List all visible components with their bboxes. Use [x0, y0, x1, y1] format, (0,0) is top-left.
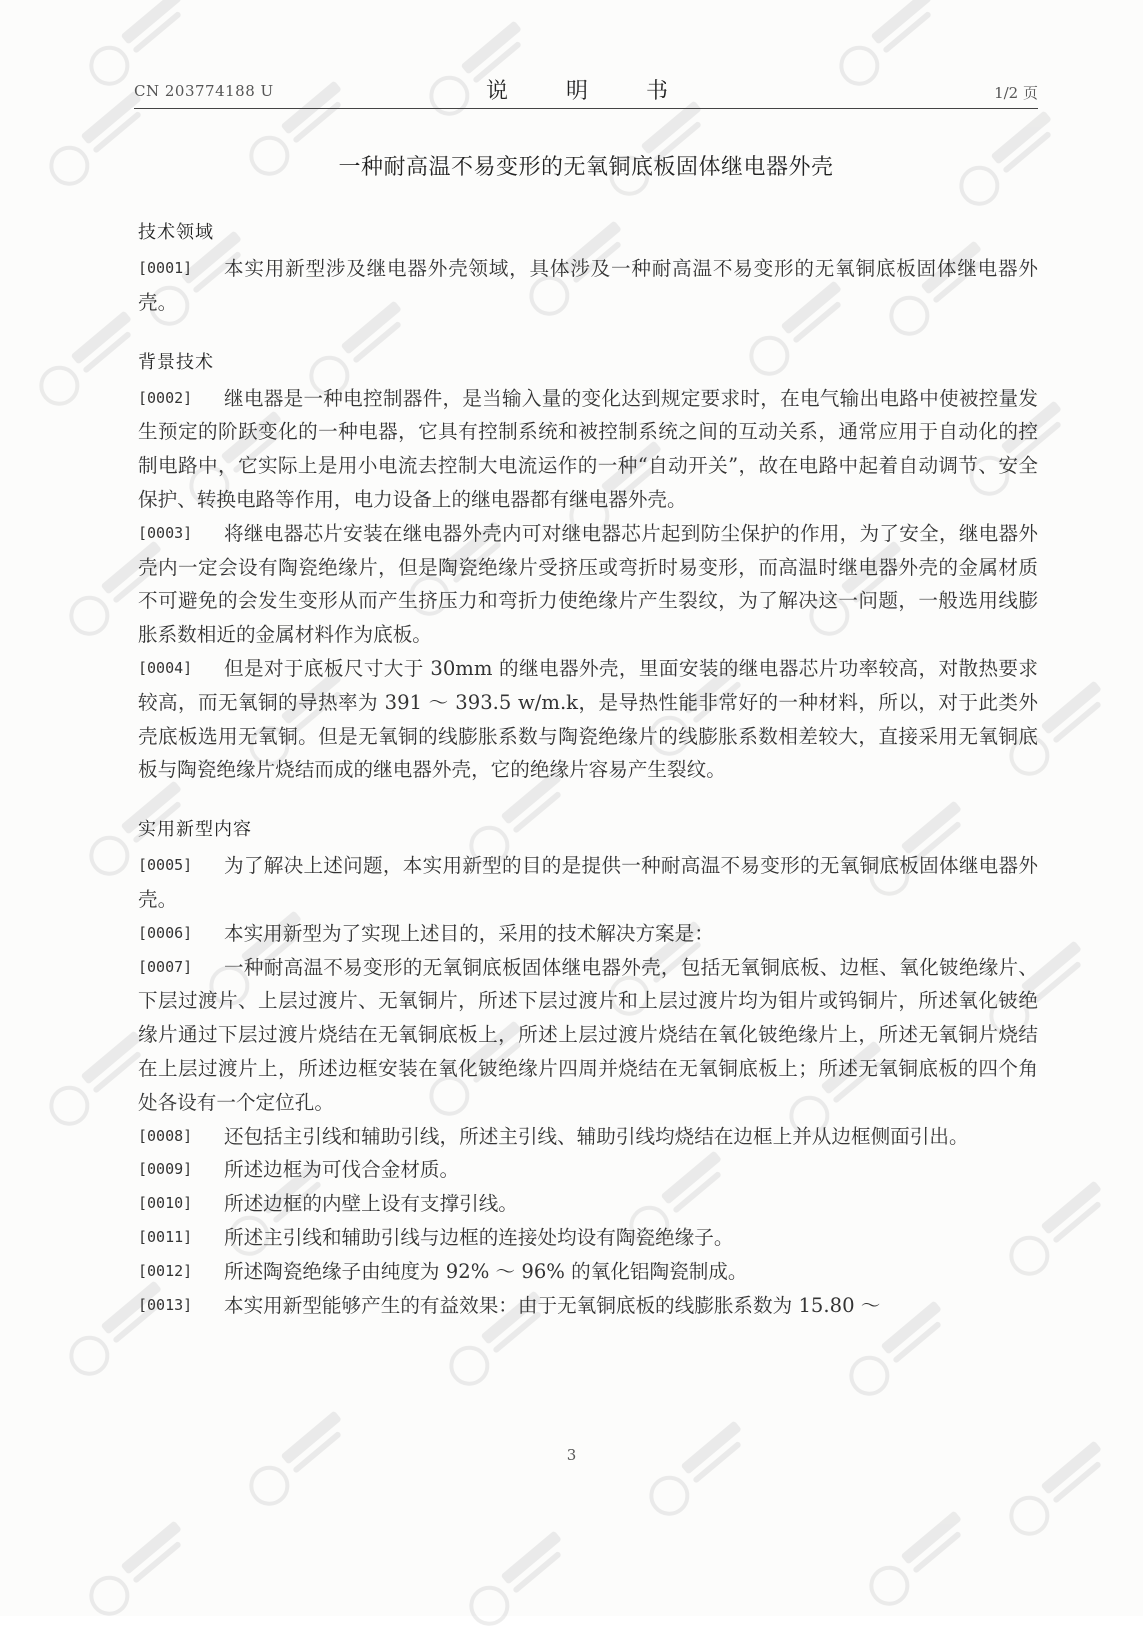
paragraph-number: [0007]: [138, 957, 193, 976]
paragraph-number: [0008]: [138, 1126, 193, 1145]
watermark-logo-icon: [75, 1508, 205, 1631]
paragraph-text: 但是对于底板尺寸大于 30mm 的继电器外壳，里面安装的继电器芯片功率较高，对散热要求较高，而无氧铜的导热率为 391 ～ 393.5 w/m.k，是导热性能非常好的一种材料，所以，对于此类外壳底板选用无氧铜。但是无氧铜的线膨胀系数与陶瓷绝缘片的线膨胀系数相差较大，直接采用无氧铜底板与陶瓷绝缘片烧结而成的继电器外壳，它的绝缘片容易产生裂纹。: [138, 656, 1038, 782]
paragraph: [138, 1255, 1038, 1289]
paragraph: [138, 652, 1038, 787]
paragraph: [138, 1120, 1038, 1154]
section-utility-model-content: [138, 817, 1038, 1322]
paragraph-number: [0006]: [138, 923, 193, 942]
paragraph: [138, 917, 1038, 951]
page-header: [134, 72, 1038, 109]
paragraph-text: 还包括主引线和辅助引线，所述主引线、辅助引线均烧结在边框上并从边框侧面引出。: [224, 1124, 969, 1148]
paragraph: [138, 1187, 1038, 1221]
watermark-logo-icon: [415, 8, 545, 131]
paragraph-text: 所述边框的内壁上设有支撑引线。: [224, 1192, 518, 1216]
paragraph: [138, 382, 1038, 517]
paragraph-number: [0002]: [138, 388, 193, 407]
paragraph-text: 本实用新型能够产生的有益效果：由于无氧铜底板的线膨胀系数为 15.80 ～: [224, 1293, 881, 1317]
paragraph-number: [0003]: [138, 523, 193, 542]
paragraph-number: [0012]: [138, 1261, 193, 1280]
paragraph: [138, 517, 1038, 652]
publication-number: CN 203774188 U: [134, 82, 274, 100]
paragraph-text: 将继电器芯片安装在继电器外壳内可对继电器芯片起到防尘保护的作用，为了安全，继电器外壳内一定会设有陶瓷绝缘片，但是陶瓷绝缘片受挤压或弯折时易变形，而高温时继电器外壳的金属材质不可避免的会发生变形从而产生挤压力和弯折力使绝缘片产生裂纹，为了解决这一问题，一般选用线膨胀系数相近的金属材料作为底板。: [138, 521, 1038, 647]
section-heading: 背景技术: [138, 351, 214, 373]
paragraph-number: [0009]: [138, 1160, 193, 1179]
paragraph-text: 所述陶瓷绝缘子由纯度为 92% ～ 96% 的氧化铝陶瓷制成。: [224, 1259, 748, 1283]
patent-title: 一种耐高温不易变形的无氧铜底板固体继电器外壳: [338, 155, 834, 180]
watermark-logo-icon: [635, 1408, 765, 1531]
paragraph: [138, 1221, 1038, 1255]
paragraph-number: [0011]: [138, 1227, 193, 1246]
paragraph-text: 为了解决上述问题，本实用新型的目的是提供一种耐高温不易变形的无氧铜底板固体继电器外壳。: [138, 854, 1038, 911]
watermark-logo-icon: [25, 298, 155, 421]
watermark-logo-icon: [455, 1518, 585, 1641]
paragraph-number: [0010]: [138, 1194, 193, 1213]
paragraph-number: [0005]: [138, 856, 193, 875]
paragraph: [138, 1153, 1038, 1187]
paragraph: [138, 951, 1038, 1120]
paragraph-text: 本实用新型为了实现上述目的，采用的技术解决方案是：: [224, 921, 714, 945]
paragraph-text: 所述主引线和辅助引线与边框的连接处均设有陶瓷绝缘子。: [224, 1225, 734, 1249]
paragraph: [138, 1289, 1038, 1323]
section-heading: 技术领域: [138, 222, 214, 243]
paragraph-text: 本实用新型涉及继电器外壳领域，具体涉及一种耐高温不易变形的无氧铜底板固体继电器外壳。: [138, 257, 1038, 314]
paragraph-text: 继电器是一种电控制器件，是当输入量的变化达到规定要求时，在电气输出电路中使被控量发生预定的阶跃变化的一种电器，它具有控制系统和被控制系统之间的互动关系，通常应用于自动化的控制电路中，它实际上是用小电流去控制大电流运作的一种“自动开关”，故在电路中起着自动调节、安全保护、转换电路等作用，电力设备上的继电器都有继电器外壳。: [138, 386, 1038, 511]
watermark-logo-icon: [855, 1498, 985, 1621]
paragraph: [138, 849, 1038, 917]
section-heading: 实用新型内容: [138, 819, 252, 841]
document-body: [138, 220, 1038, 1322]
paragraph-number: [0004]: [138, 658, 193, 677]
paragraph-text: 所述边框为可伐合金材质。: [224, 1158, 460, 1182]
document-type-title: 说 明 书: [485, 79, 686, 104]
section-background: [138, 350, 1038, 788]
paragraph: [138, 252, 1038, 320]
paragraph-number: [0001]: [138, 259, 193, 277]
page-number: 3: [566, 1446, 577, 1464]
paragraph-number: [0013]: [138, 1295, 193, 1314]
paragraph-text: 一种耐高温不易变形的无氧铜底板固体继电器外壳，包括无氧铜底板、边框、氧化铍绝缘片、下层过渡片、上层过渡片、无氧铜片，所述下层过渡片和上层过渡片均为钼片或钨铜片，所述氧化铍绝缘片通过下层过渡片烧结在无氧铜底板上，所述上层过渡片烧结在氧化铍绝缘片上，所述无氧铜片烧结在上层过渡片上，所述边框安装在氧化铍绝缘片四周并烧结在无氧铜底板上；所述无氧铜底板的四个角处各设有一个定位孔。: [138, 955, 1038, 1114]
section-technical-field: [138, 220, 1038, 320]
page-indicator: 1/2 页: [994, 84, 1038, 102]
